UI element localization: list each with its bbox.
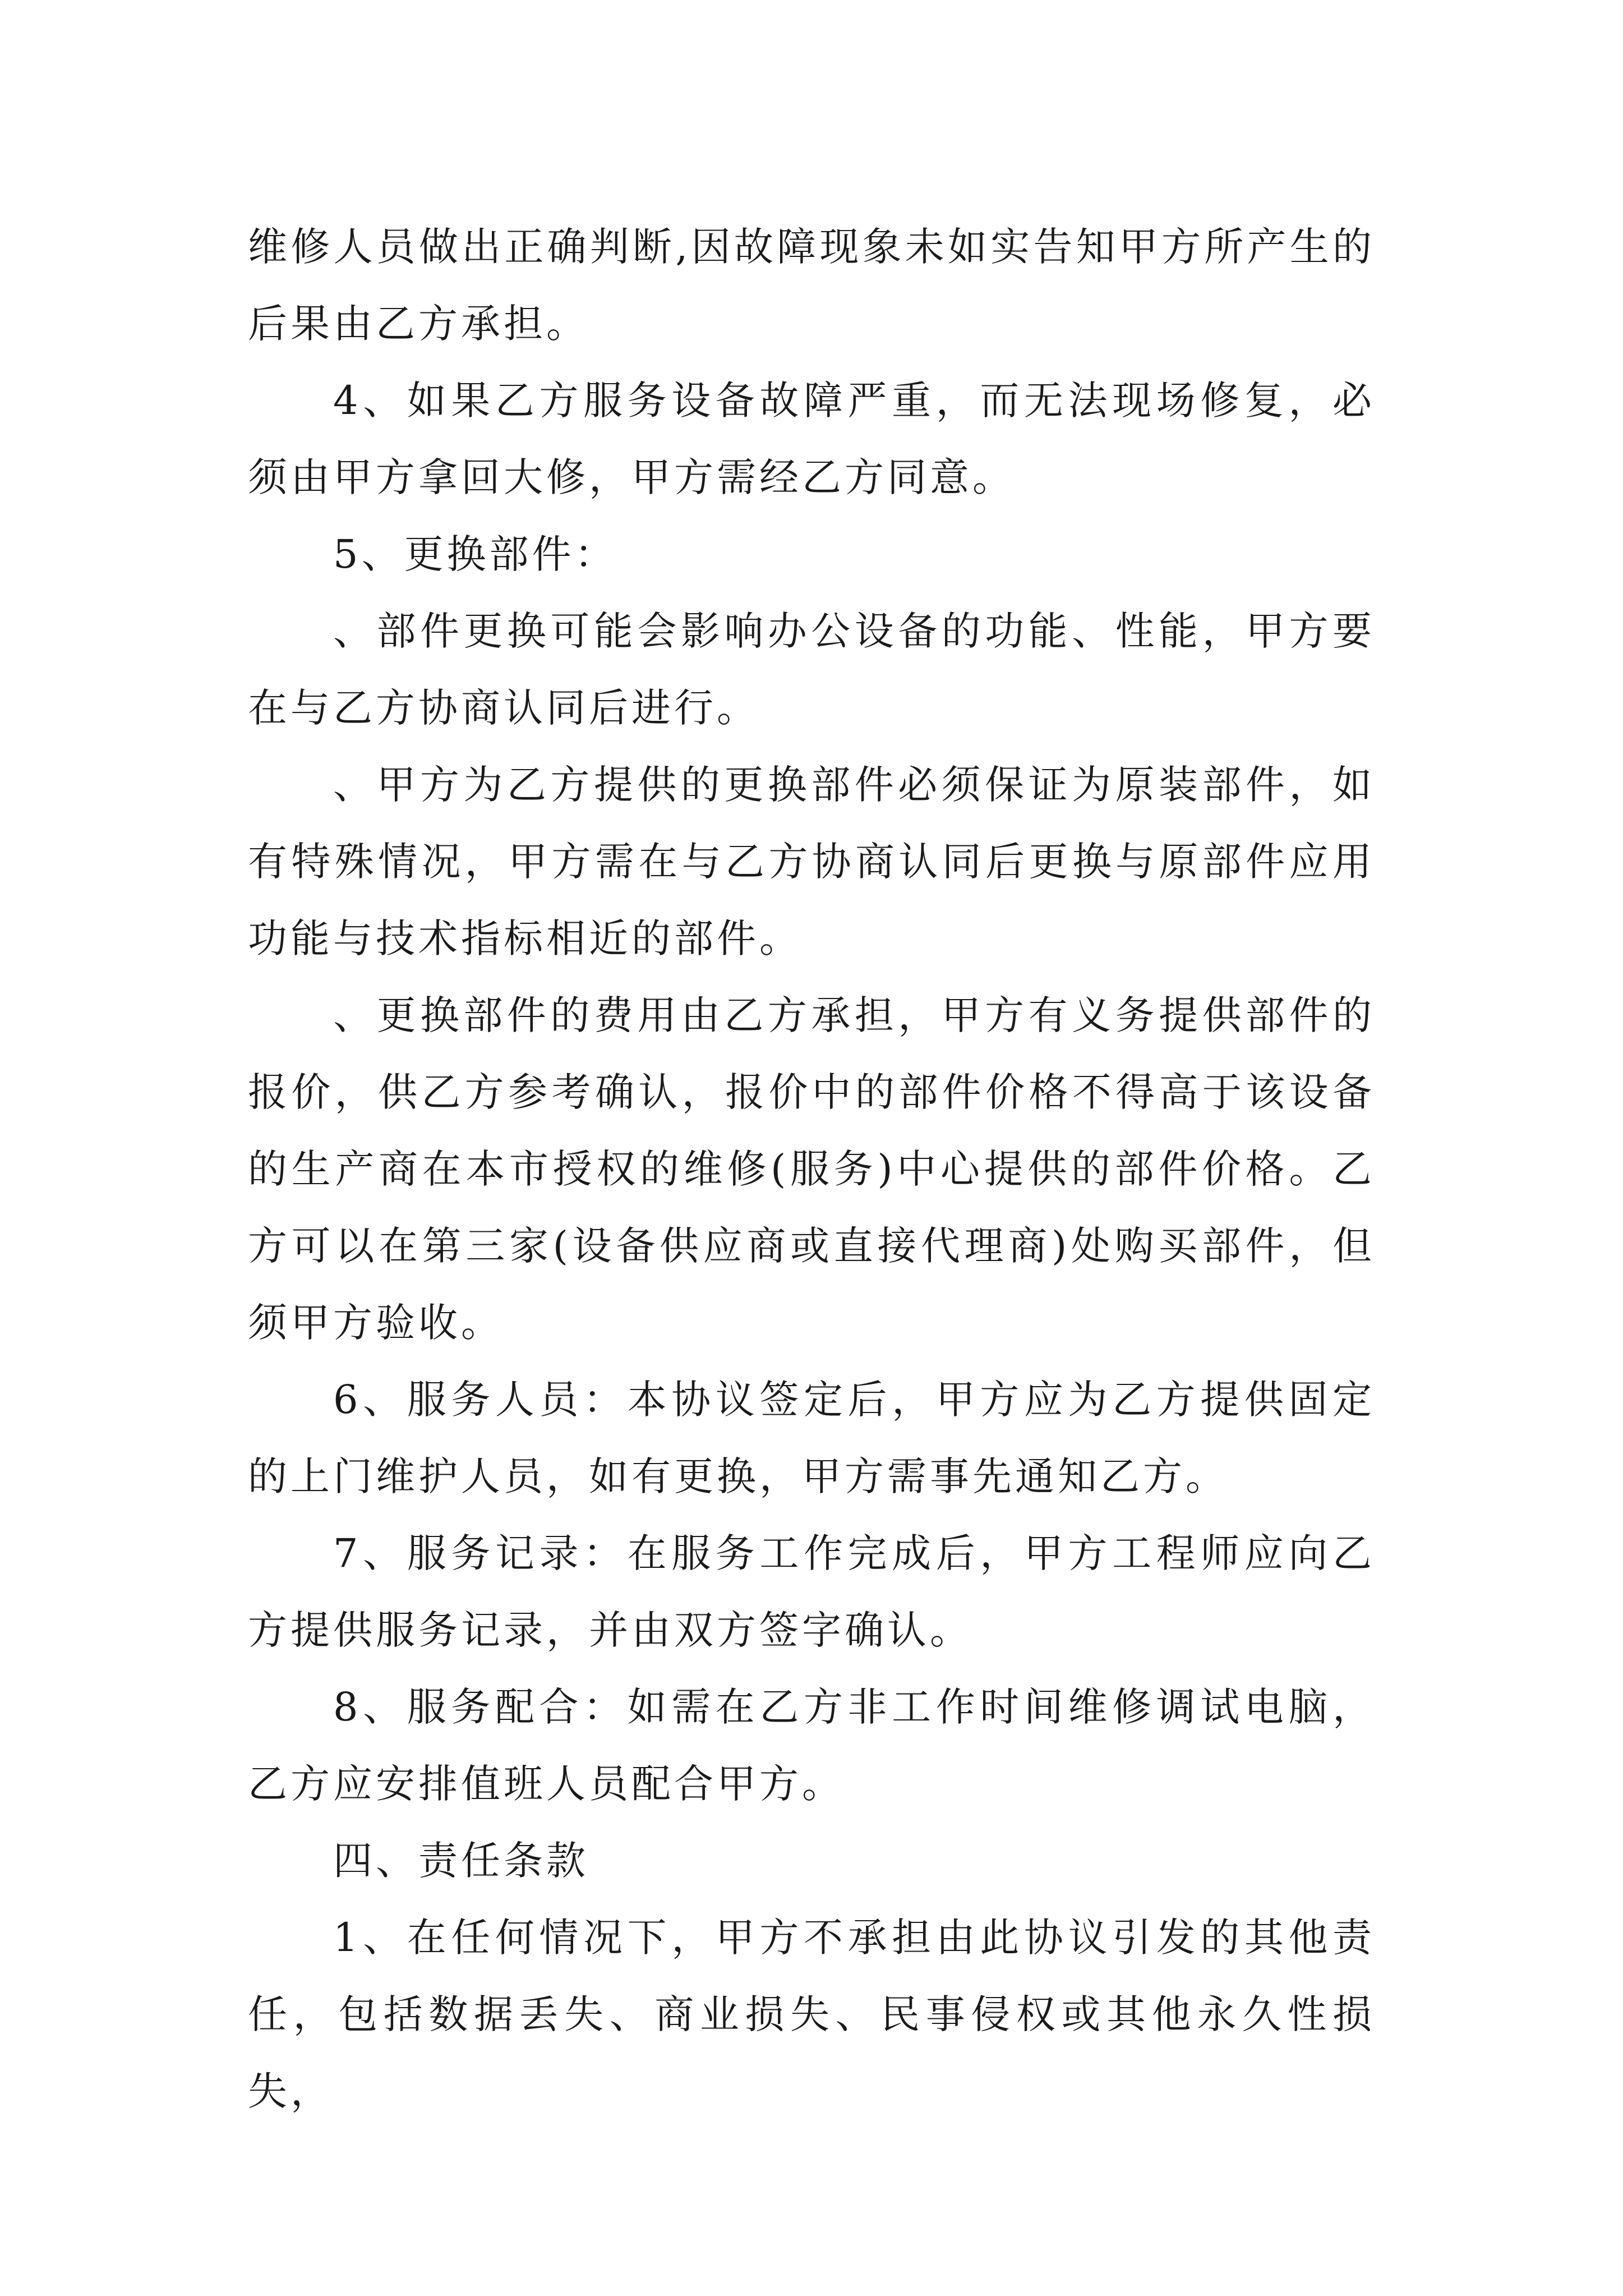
paragraph-clause-7: 7、服务记录：在服务工作完成后，甲方工程师应向乙方提供服务记录，并由双方签字确认。: [248, 1530, 1375, 1653]
paragraph-clause-5-heading: 5、更换部件：: [333, 531, 617, 577]
paragraph-clause-5-item-2: 、甲方为乙方提供的更换部件必须保证为原装部件，如有特殊情况，甲方需在与乙方协商认同后更换与原部件应用功能与技术指标相近的部件。: [248, 762, 1375, 961]
document-body: [248, 209, 1375, 2130]
paragraph-clause-8: 8、服务配合：如需在乙方非工作时间维修调试电脑，乙方应安排值班人员配合甲方。: [248, 1684, 1375, 1807]
paragraph-clause-6: 6、服务人员：本协议签定后，甲方应为乙方提供固定的上门维护人员，如有更换，甲方需事先通知乙方。: [248, 1377, 1375, 1499]
paragraph-clause-4: 4、如果乙方服务设备故障严重，而无法现场修复，必须由甲方拿回大修，甲方需经乙方同意。: [248, 378, 1375, 500]
paragraph-liability-1: 1、在任何情况下，甲方不承担由此协议引发的其他责任，包括数据丢失、商业损失、民事侵权或其他永久性损失，: [248, 1915, 1375, 2114]
section-heading-liability: 四、责任条款: [333, 1838, 589, 1884]
paragraph-clause-5-item-3: 、更换部件的费用由乙方承担，甲方有义务提供部件的报价，供乙方参考确认，报价中的部件价格不得高于该设备的生产商在本市授权的维修(服务)中心提供的部件价格。乙方可以在第三家(设备供应商或直接代理商)处购买部件，但须甲方验收。: [248, 992, 1375, 1346]
paragraph-continuation: 维修人员做出正确判断,因故障现象未如实告知甲方所产生的后果由乙方承担。: [248, 224, 1375, 347]
paragraph-clause-5-item-1: 、部件更换可能会影响办公设备的功能、性能，甲方要在与乙方协商认同后进行。: [248, 608, 1375, 731]
